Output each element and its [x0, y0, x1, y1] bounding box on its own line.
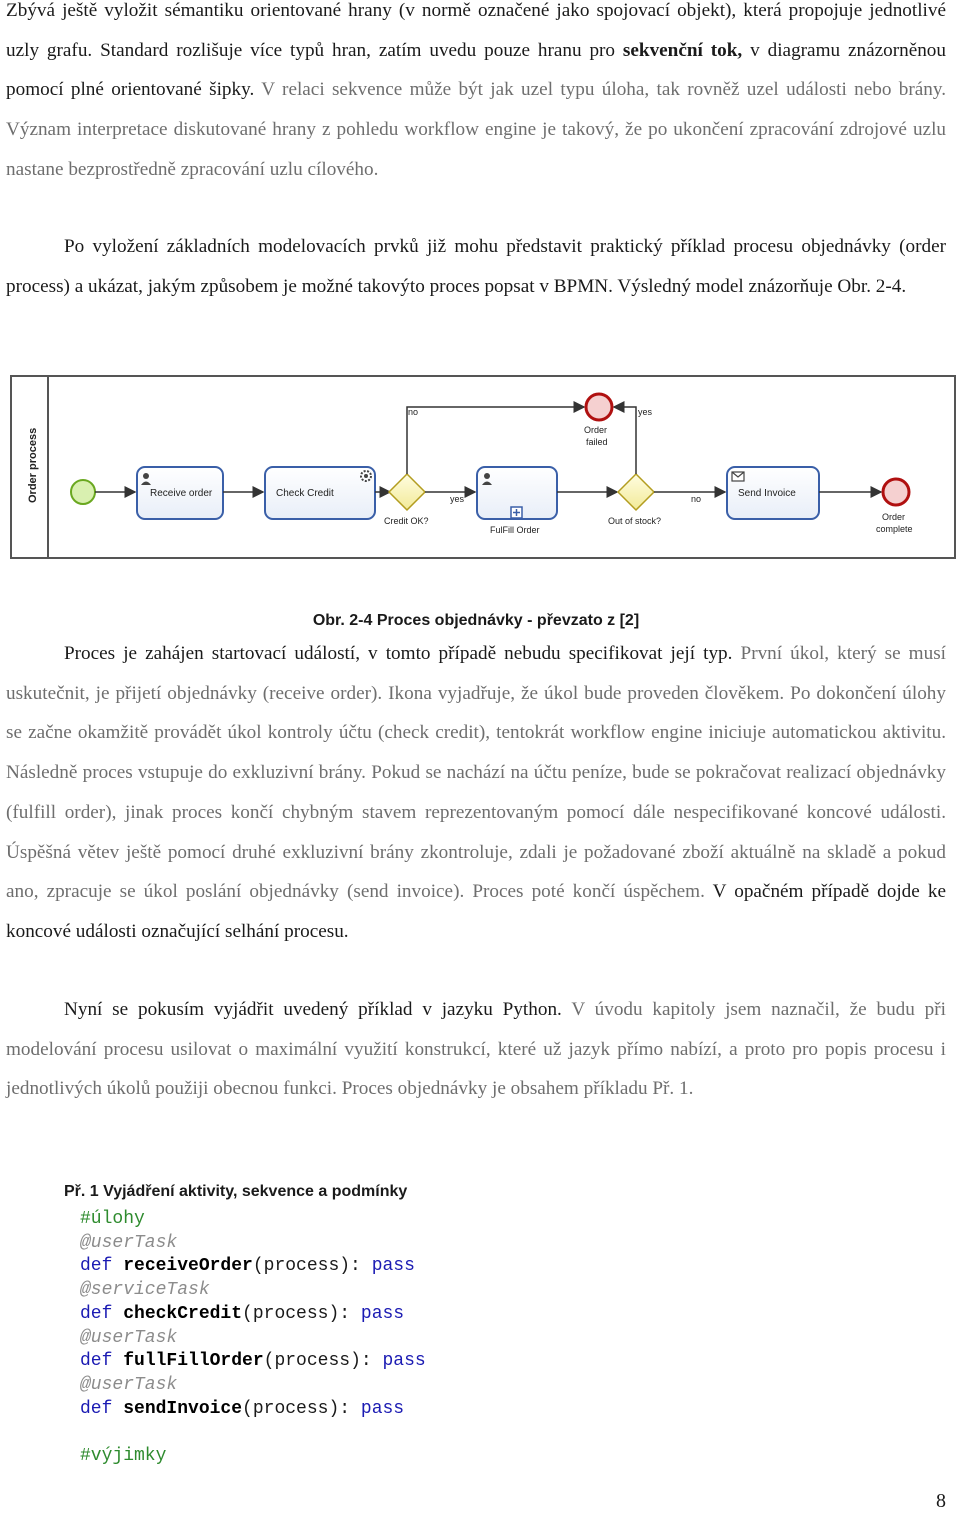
code-keyword: def — [80, 1398, 113, 1419]
sentence: Úspěšná větev ještě pomocí druhé exkluzivní brány zkontroluje, zdali je požadované zboží aktuálně na skladě a pokud ano, zpracuje se úkol poslání objednávky (send invoice). — [6, 841, 946, 903]
code-args: (process): — [242, 1398, 351, 1419]
event-label: Order — [584, 425, 608, 435]
task-label: Send Invoice — [738, 488, 796, 499]
sentence: V úvodu kapitoly jsem naznačil, že budu při modelování procesu usilovat o maximální využití konstrukcí, které už jazyk přímo nabízí, a proto pro popis procesu i jednotlivých úkolů použiji obecnou funkci. — [6, 999, 946, 1100]
paragraph-order-process-intro: Po vyložení základních modelovacích prvků již mohu představit praktický příklad procesu objednávky (order process) a ukázat, jakým způsobem je možné takovýto proces popsat v BPMN. Výsledný model znázorňuje Obr. 2-4. — [6, 236, 946, 297]
code-keyword: def — [80, 1303, 113, 1324]
code-args: (process): — [242, 1303, 351, 1324]
sentence: Pokud se nachází na účtu peníze, bude se pokračovat realizací objednávky (fulfill order), jinak proces končí chybným stavem reprezentovaným pomocí dále nespecifikované koncové události. — [6, 762, 946, 823]
sentence: Zbývá ještě vyložit sémantiku orientované hrany (v normě označené jako spojovací objekt), která propojuje jednotlivé uzly grafu. Standard rozlišuje více typů hran, zatím uvedu pouze hranu pro — [6, 0, 946, 61]
bpmn-diagram — [10, 375, 956, 559]
start-event — [71, 480, 95, 504]
code-keyword: pass — [371, 1256, 415, 1277]
sentence: v diagramu znázorněnou pomocí plné orientované šipky. — [6, 39, 946, 101]
code-decorator: @userTask — [80, 1327, 178, 1348]
code-function-name: fullFillOrder — [123, 1351, 264, 1372]
flow-label: no — [691, 494, 702, 504]
subprocess-plus-icon — [511, 507, 522, 518]
sentence: První úkol, který se musí uskutečnit, je přijetí objednávky (receive order). Ikona vyjadřuje, že úkol bude proveden člověkem. — [6, 643, 946, 704]
code-function-name: checkCredit — [123, 1303, 243, 1324]
code-args: (process): — [252, 1256, 361, 1277]
end-event-order-failed — [586, 394, 612, 420]
example-title: Př. 1 Vyjádření aktivity, sekvence a podmínky — [64, 1183, 408, 1200]
gateway-label: Out of stock? — [608, 516, 662, 526]
event-label: complete — [876, 524, 913, 534]
sentence: Následně proces vstupuje do exkluzivní brány. — [6, 762, 366, 784]
flow-label: no — [408, 407, 419, 417]
envelope-icon — [732, 472, 744, 481]
sentence: Proces objednávky je obsahem příkladu Př. 1. — [336, 1078, 694, 1100]
paragraph-edge-semantics — [6, 0, 946, 190]
bold-term: sekvenční tok, — [622, 39, 743, 61]
task-label: Check Credit — [276, 488, 334, 499]
end-event-order-complete — [883, 479, 909, 505]
sentence: V relaci sekvence může být jak uzel typu úloha, tak rovněž uzel události nebo brány. — [254, 79, 946, 101]
code-comment: #úlohy — [80, 1209, 145, 1229]
paragraph-python-intro — [6, 990, 946, 1109]
event-label: failed — [586, 437, 608, 447]
flow-label: yes — [638, 407, 653, 417]
sentence: Nyní se pokusím vyjádřit uvedený příklad v jazyku Python. — [64, 999, 562, 1020]
code-keyword: def — [80, 1256, 113, 1277]
flow-label: yes — [450, 494, 465, 504]
task-label: Receive order — [150, 488, 213, 499]
sentence: Význam interpretace diskutované hrany z pohledu workflow engine je takový, že po ukončení zpracování zdrojové uzlu nastane bezprostředně zpracování uzlu cílového. — [6, 119, 946, 180]
code-keyword: pass — [360, 1398, 405, 1419]
code-args: (process): — [263, 1351, 372, 1372]
code-keyword: pass — [382, 1351, 426, 1372]
sentence: Proces poté končí úspěchem. — [464, 881, 705, 903]
pool-label: Order process — [27, 427, 39, 503]
code-function-name: sendInvoice — [123, 1398, 243, 1419]
gateway-label: Credit OK? — [384, 516, 429, 526]
code-keyword: pass — [360, 1303, 405, 1324]
code-decorator: @serviceTask — [80, 1280, 210, 1301]
code-decorator: @userTask — [80, 1232, 178, 1253]
code-function-name: receiveOrder — [123, 1256, 253, 1277]
code-keyword: def — [80, 1351, 113, 1372]
event-label: Order — [882, 512, 906, 522]
paragraph-process-description — [6, 634, 946, 952]
page-number: 8 — [936, 1490, 946, 1512]
sentence: Po dokončení úlohy se začne okamžitě provádět úkol kontroly účtu (check credit), tentokrát workflow engine iniciuje automatickou aktivitu. — [6, 682, 946, 744]
code-listing — [80, 1208, 426, 1469]
sentence: Proces je zahájen startovací událostí, v tomto případě nebudu specifikovat její typ. — [64, 643, 733, 664]
sentence: V opačném případě dojde ke koncové události označující selhání procesu. — [6, 881, 946, 942]
figure-caption: Obr. 2-4 Proces objednávky - převzato z [2] — [312, 612, 640, 629]
code-decorator: @userTask — [80, 1374, 178, 1395]
code-comment: #výjimky — [80, 1446, 167, 1467]
task-label: FulFill Order — [490, 525, 540, 535]
